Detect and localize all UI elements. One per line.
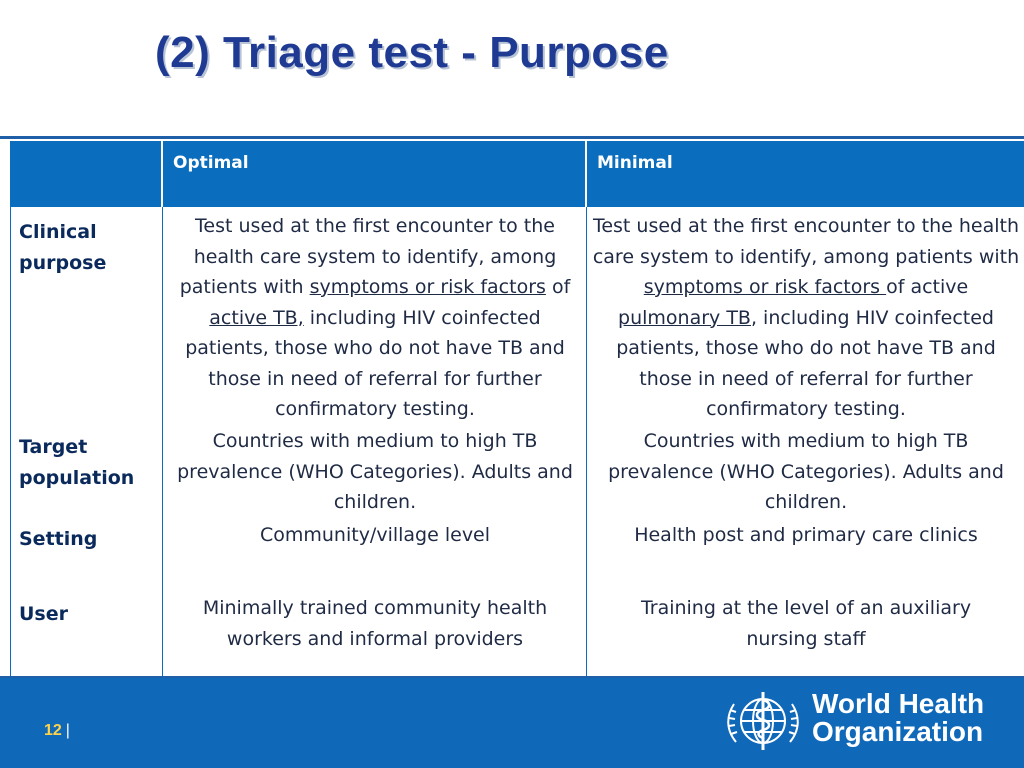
column-divider-1 bbox=[162, 207, 163, 677]
who-emblem-icon bbox=[720, 686, 806, 756]
header-cell-minimal: Minimal bbox=[587, 141, 1024, 207]
clinical-purpose-optimal: Test used at the first encounter to the health care system to identify, among patients with symptoms or risk factors of active TB, including HIV coinfected patients, those who do not have TB and those in need of referral for further confirmatory testing. bbox=[179, 215, 571, 420]
target-population-optimal: Countries with medium to high TB prevalence (WHO Categories). Adults and children. bbox=[177, 430, 573, 513]
purpose-table bbox=[10, 141, 1024, 677]
column-divider-2 bbox=[586, 207, 587, 677]
table-left-border bbox=[10, 207, 11, 677]
link-active-tb: active TB, bbox=[209, 306, 304, 329]
user-optimal: Minimally trained community health workers and informal providers bbox=[202, 597, 548, 650]
row-label-setting: Setting bbox=[19, 528, 98, 550]
row-label-user: User bbox=[19, 603, 68, 625]
target-population-minimal: Countries with medium to high TB prevalence (WHO Categories). Adults and children. bbox=[608, 430, 1004, 513]
row-label-target-population: Target population bbox=[19, 436, 135, 489]
clinical-purpose-minimal: Test used at the first encounter to the health care system to identify, among patients with symptoms or risk factors of active pulmonary TB, including HIV coinfected patients, those who do not have TB and those in need of referral for further confirmatory testing. bbox=[592, 215, 1020, 420]
setting-optimal: Community/village level bbox=[259, 524, 491, 546]
title-divider bbox=[0, 136, 1024, 139]
link-symptoms-risk-factors: symptoms or risk factors bbox=[309, 276, 546, 298]
slide-footer bbox=[0, 678, 1024, 768]
row-label-clinical-purpose: Clinical purpose bbox=[19, 221, 107, 274]
header-cell-optimal: Optimal bbox=[163, 141, 585, 207]
who-logo-text: World Health Organization bbox=[812, 688, 985, 747]
header-cell-empty bbox=[10, 141, 161, 207]
user-minimal: Training at the level of an auxiliary nursing staff bbox=[640, 597, 972, 650]
slide-title: (2) Triage test - Purpose bbox=[155, 28, 669, 77]
page-number: 12 | bbox=[44, 722, 70, 739]
setting-minimal: Health post and primary care clinics bbox=[634, 524, 978, 546]
link-symptoms-risk-factors: symptoms or risk factors bbox=[643, 276, 887, 298]
link-pulmonary-tb: pulmonary TB bbox=[618, 306, 751, 329]
